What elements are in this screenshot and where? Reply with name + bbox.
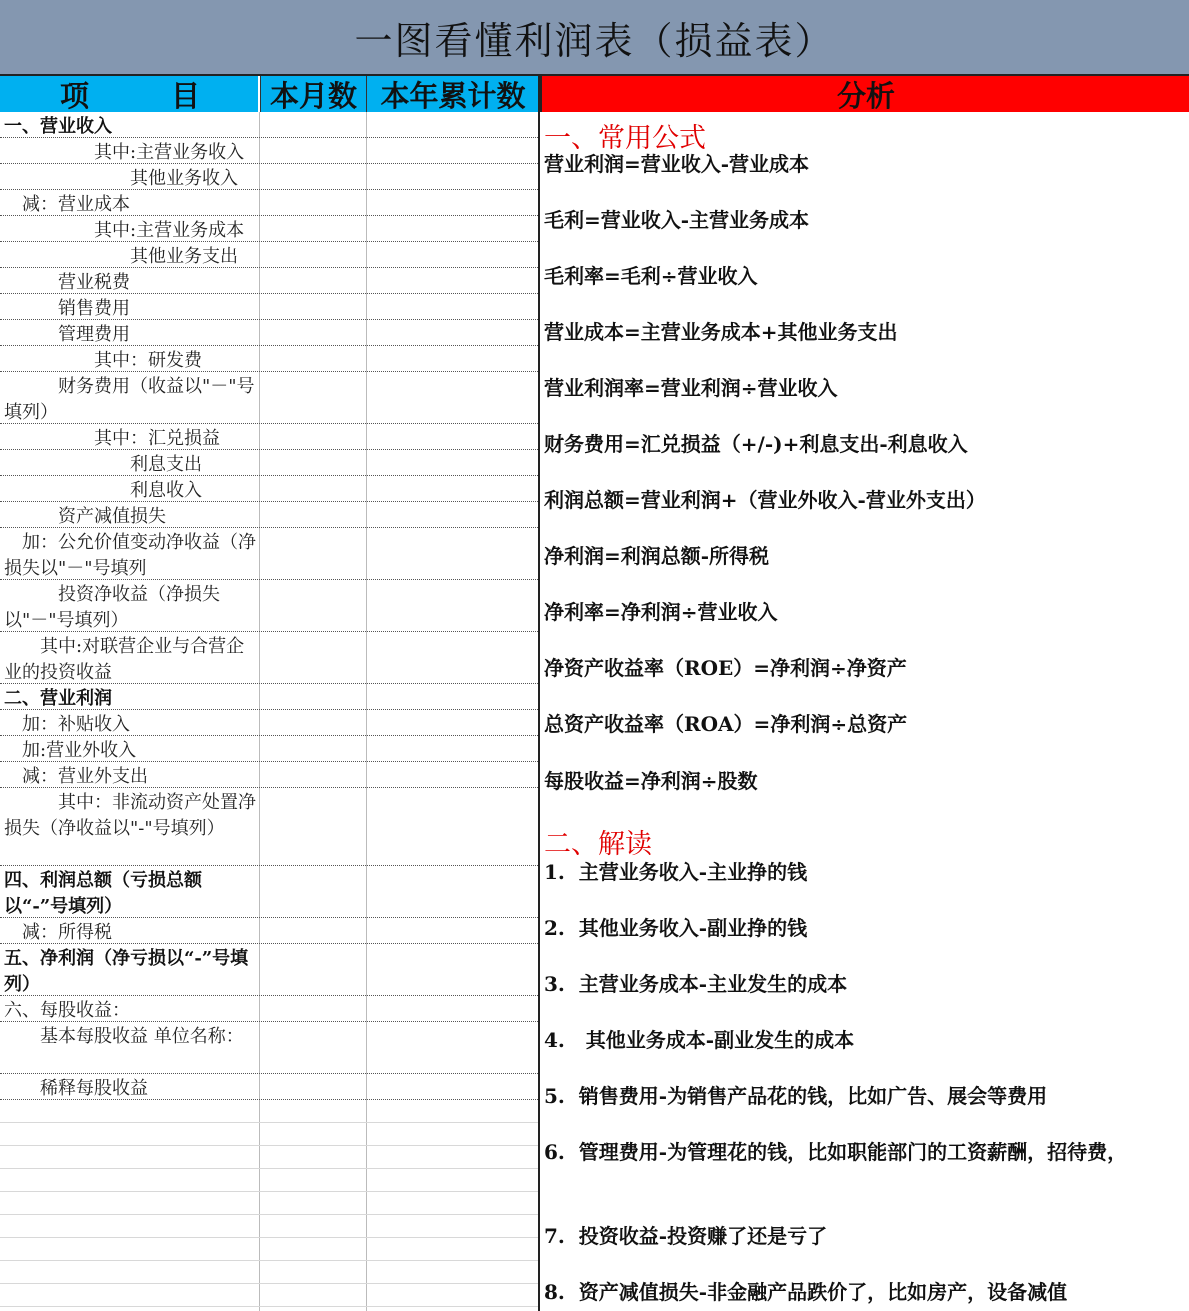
row-label[interactable]: 投资净收益（净损失以"－"号填列） bbox=[4, 584, 220, 631]
table-row bbox=[0, 320, 538, 346]
table-row bbox=[0, 138, 538, 164]
table-row bbox=[0, 476, 538, 502]
row-label[interactable]: 加:营业外收入 bbox=[4, 740, 137, 761]
header-item-left: 项 bbox=[60, 78, 90, 113]
formula-line: 营业利润率=营业利润÷营业收入 bbox=[544, 376, 838, 400]
table-row bbox=[0, 190, 538, 216]
interpretation-line: 3. 主营业务成本-主业发生的成本 bbox=[544, 972, 848, 996]
header-month[interactable]: 本月数 bbox=[260, 76, 366, 112]
row-label[interactable]: 减：所得税 bbox=[4, 922, 112, 943]
row-label[interactable]: 其中：汇兑损益 bbox=[4, 428, 220, 449]
empty-row[interactable] bbox=[0, 1261, 538, 1284]
row-label[interactable]: 五、净利润（净亏损以“-”号填列） bbox=[4, 948, 249, 995]
row-label[interactable]: 一、营业收入 bbox=[4, 116, 112, 137]
table-row bbox=[0, 788, 538, 866]
table-row bbox=[0, 580, 538, 632]
table-row bbox=[0, 684, 538, 710]
table-row bbox=[0, 294, 538, 320]
table-row bbox=[0, 762, 538, 788]
formula-line: 净资产收益率（ROE）=净利润÷净资产 bbox=[544, 656, 907, 680]
table-row bbox=[0, 1022, 538, 1074]
section-divider bbox=[538, 76, 540, 1311]
row-label[interactable]: 四、利润总额（亏损总额以“-”号填列） bbox=[4, 870, 202, 917]
header-analysis[interactable]: 分析 bbox=[540, 76, 1189, 112]
table-row bbox=[0, 372, 538, 424]
table-row bbox=[0, 164, 538, 190]
row-label[interactable]: 其中:对联营企业与合营企业的投资收益 bbox=[4, 636, 245, 683]
formula-line: 净利率=净利润÷营业收入 bbox=[544, 600, 778, 624]
empty-row[interactable] bbox=[0, 1284, 538, 1307]
row-label[interactable]: 减：营业成本 bbox=[4, 194, 130, 215]
row-label[interactable]: 稀释每股收益 bbox=[4, 1078, 148, 1099]
row-label[interactable]: 基本每股收益 单位名称： bbox=[4, 1026, 244, 1047]
row-label[interactable]: 二、营业利润 bbox=[4, 688, 112, 709]
section-title-interpretation: 二、解读 bbox=[544, 829, 652, 860]
empty-row[interactable] bbox=[0, 1192, 538, 1215]
formula-line: 毛利=营业收入-主营业务成本 bbox=[544, 208, 810, 232]
formula-line: 营业利润=营业收入-营业成本 bbox=[544, 152, 810, 176]
table-row bbox=[0, 1074, 538, 1100]
row-label[interactable]: 加：补贴收入 bbox=[4, 714, 130, 735]
table-row bbox=[0, 424, 538, 450]
row-label[interactable]: 资产减值损失 bbox=[4, 506, 166, 527]
formula-line: 营业成本=主营业务成本+其他业务支出 bbox=[544, 320, 898, 344]
interpretation-line: 6. 管理费用-为管理花的钱，比如职能部门的工资薪酬，招待费， bbox=[544, 1140, 1128, 1164]
row-label[interactable]: 其中:主营业务收入 bbox=[4, 142, 245, 163]
formula-line: 每股收益=净利润÷股数 bbox=[544, 769, 758, 793]
table-row bbox=[0, 346, 538, 372]
header-item-right: 目 bbox=[170, 78, 200, 113]
row-label[interactable]: 减：营业外支出 bbox=[4, 766, 148, 787]
table-row bbox=[0, 268, 538, 294]
row-label[interactable]: 财务费用（收益以"－"号填列） bbox=[4, 376, 255, 423]
row-label[interactable]: 其中:主营业务成本 bbox=[4, 220, 245, 241]
formula-line: 总资产收益率（ROA）=净利润÷总资产 bbox=[544, 712, 908, 736]
interpretation-line: 2. 其他业务收入-副业挣的钱 bbox=[544, 916, 808, 940]
interpretation-line: 1. 主营业务收入-主业挣的钱 bbox=[544, 860, 808, 884]
empty-row[interactable] bbox=[0, 1215, 538, 1238]
table-row bbox=[0, 216, 538, 242]
row-label[interactable]: 其中：研发费 bbox=[4, 350, 202, 371]
empty-row[interactable] bbox=[0, 1100, 538, 1123]
empty-row[interactable] bbox=[0, 1169, 538, 1192]
row-label[interactable]: 营业税费 bbox=[4, 272, 130, 293]
formula-line: 净利润=利润总额-所得税 bbox=[544, 544, 770, 568]
section-title-formulas: 一、常用公式 bbox=[544, 123, 706, 154]
header-item[interactable] bbox=[0, 76, 258, 112]
row-label[interactable]: 其中：非流动资产处置净损失（净收益以"-"号填列） bbox=[4, 792, 256, 839]
table-row bbox=[0, 996, 538, 1022]
table-row bbox=[0, 632, 538, 684]
row-label[interactable]: 其他业务支出 bbox=[4, 246, 238, 267]
table-row bbox=[0, 736, 538, 762]
empty-row[interactable] bbox=[0, 1238, 538, 1261]
row-label[interactable]: 六、每股收益： bbox=[4, 1000, 130, 1021]
table-row bbox=[0, 112, 538, 138]
row-label[interactable]: 利息支出 bbox=[4, 454, 202, 475]
interpretation-line: 8. 资产减值损失-非金融产品跌价了，比如房产，设备减值 bbox=[544, 1280, 1068, 1304]
sheet-title: 一图看懂利润表（损益表） bbox=[0, 0, 1189, 76]
row-label[interactable]: 销售费用 bbox=[4, 298, 130, 319]
row-label[interactable]: 管理费用 bbox=[4, 324, 130, 345]
table-row bbox=[0, 450, 538, 476]
table-row bbox=[0, 528, 538, 580]
interpretation-line: 5. 销售费用-为销售产品花的钱，比如广告、展会等费用 bbox=[544, 1084, 1048, 1108]
header-year-cumulative[interactable]: 本年累计数 bbox=[366, 76, 539, 112]
interpretation-line: 4. 其他业务成本-副业发生的成本 bbox=[544, 1028, 855, 1052]
formula-line: 毛利率=毛利÷营业收入 bbox=[544, 264, 758, 288]
empty-row[interactable] bbox=[0, 1146, 538, 1169]
formula-line: 利润总额=营业利润+（营业外收入-营业外支出） bbox=[544, 488, 986, 512]
table-row bbox=[0, 866, 538, 918]
table-row bbox=[0, 502, 538, 528]
table-row bbox=[0, 944, 538, 996]
table-row bbox=[0, 242, 538, 268]
interpretation-line: 7. 投资收益-投资赚了还是亏了 bbox=[544, 1224, 828, 1248]
row-label[interactable]: 其他业务收入 bbox=[4, 168, 238, 189]
formula-line: 财务费用=汇兑损益（+/-)+利息支出-利息收入 bbox=[544, 432, 968, 456]
row-label[interactable]: 加：公允价值变动净收益（净损失以"－"号填列 bbox=[4, 532, 256, 579]
empty-row[interactable] bbox=[0, 1123, 538, 1146]
table-row bbox=[0, 918, 538, 944]
row-label[interactable]: 利息收入 bbox=[4, 480, 202, 501]
table-row bbox=[0, 710, 538, 736]
